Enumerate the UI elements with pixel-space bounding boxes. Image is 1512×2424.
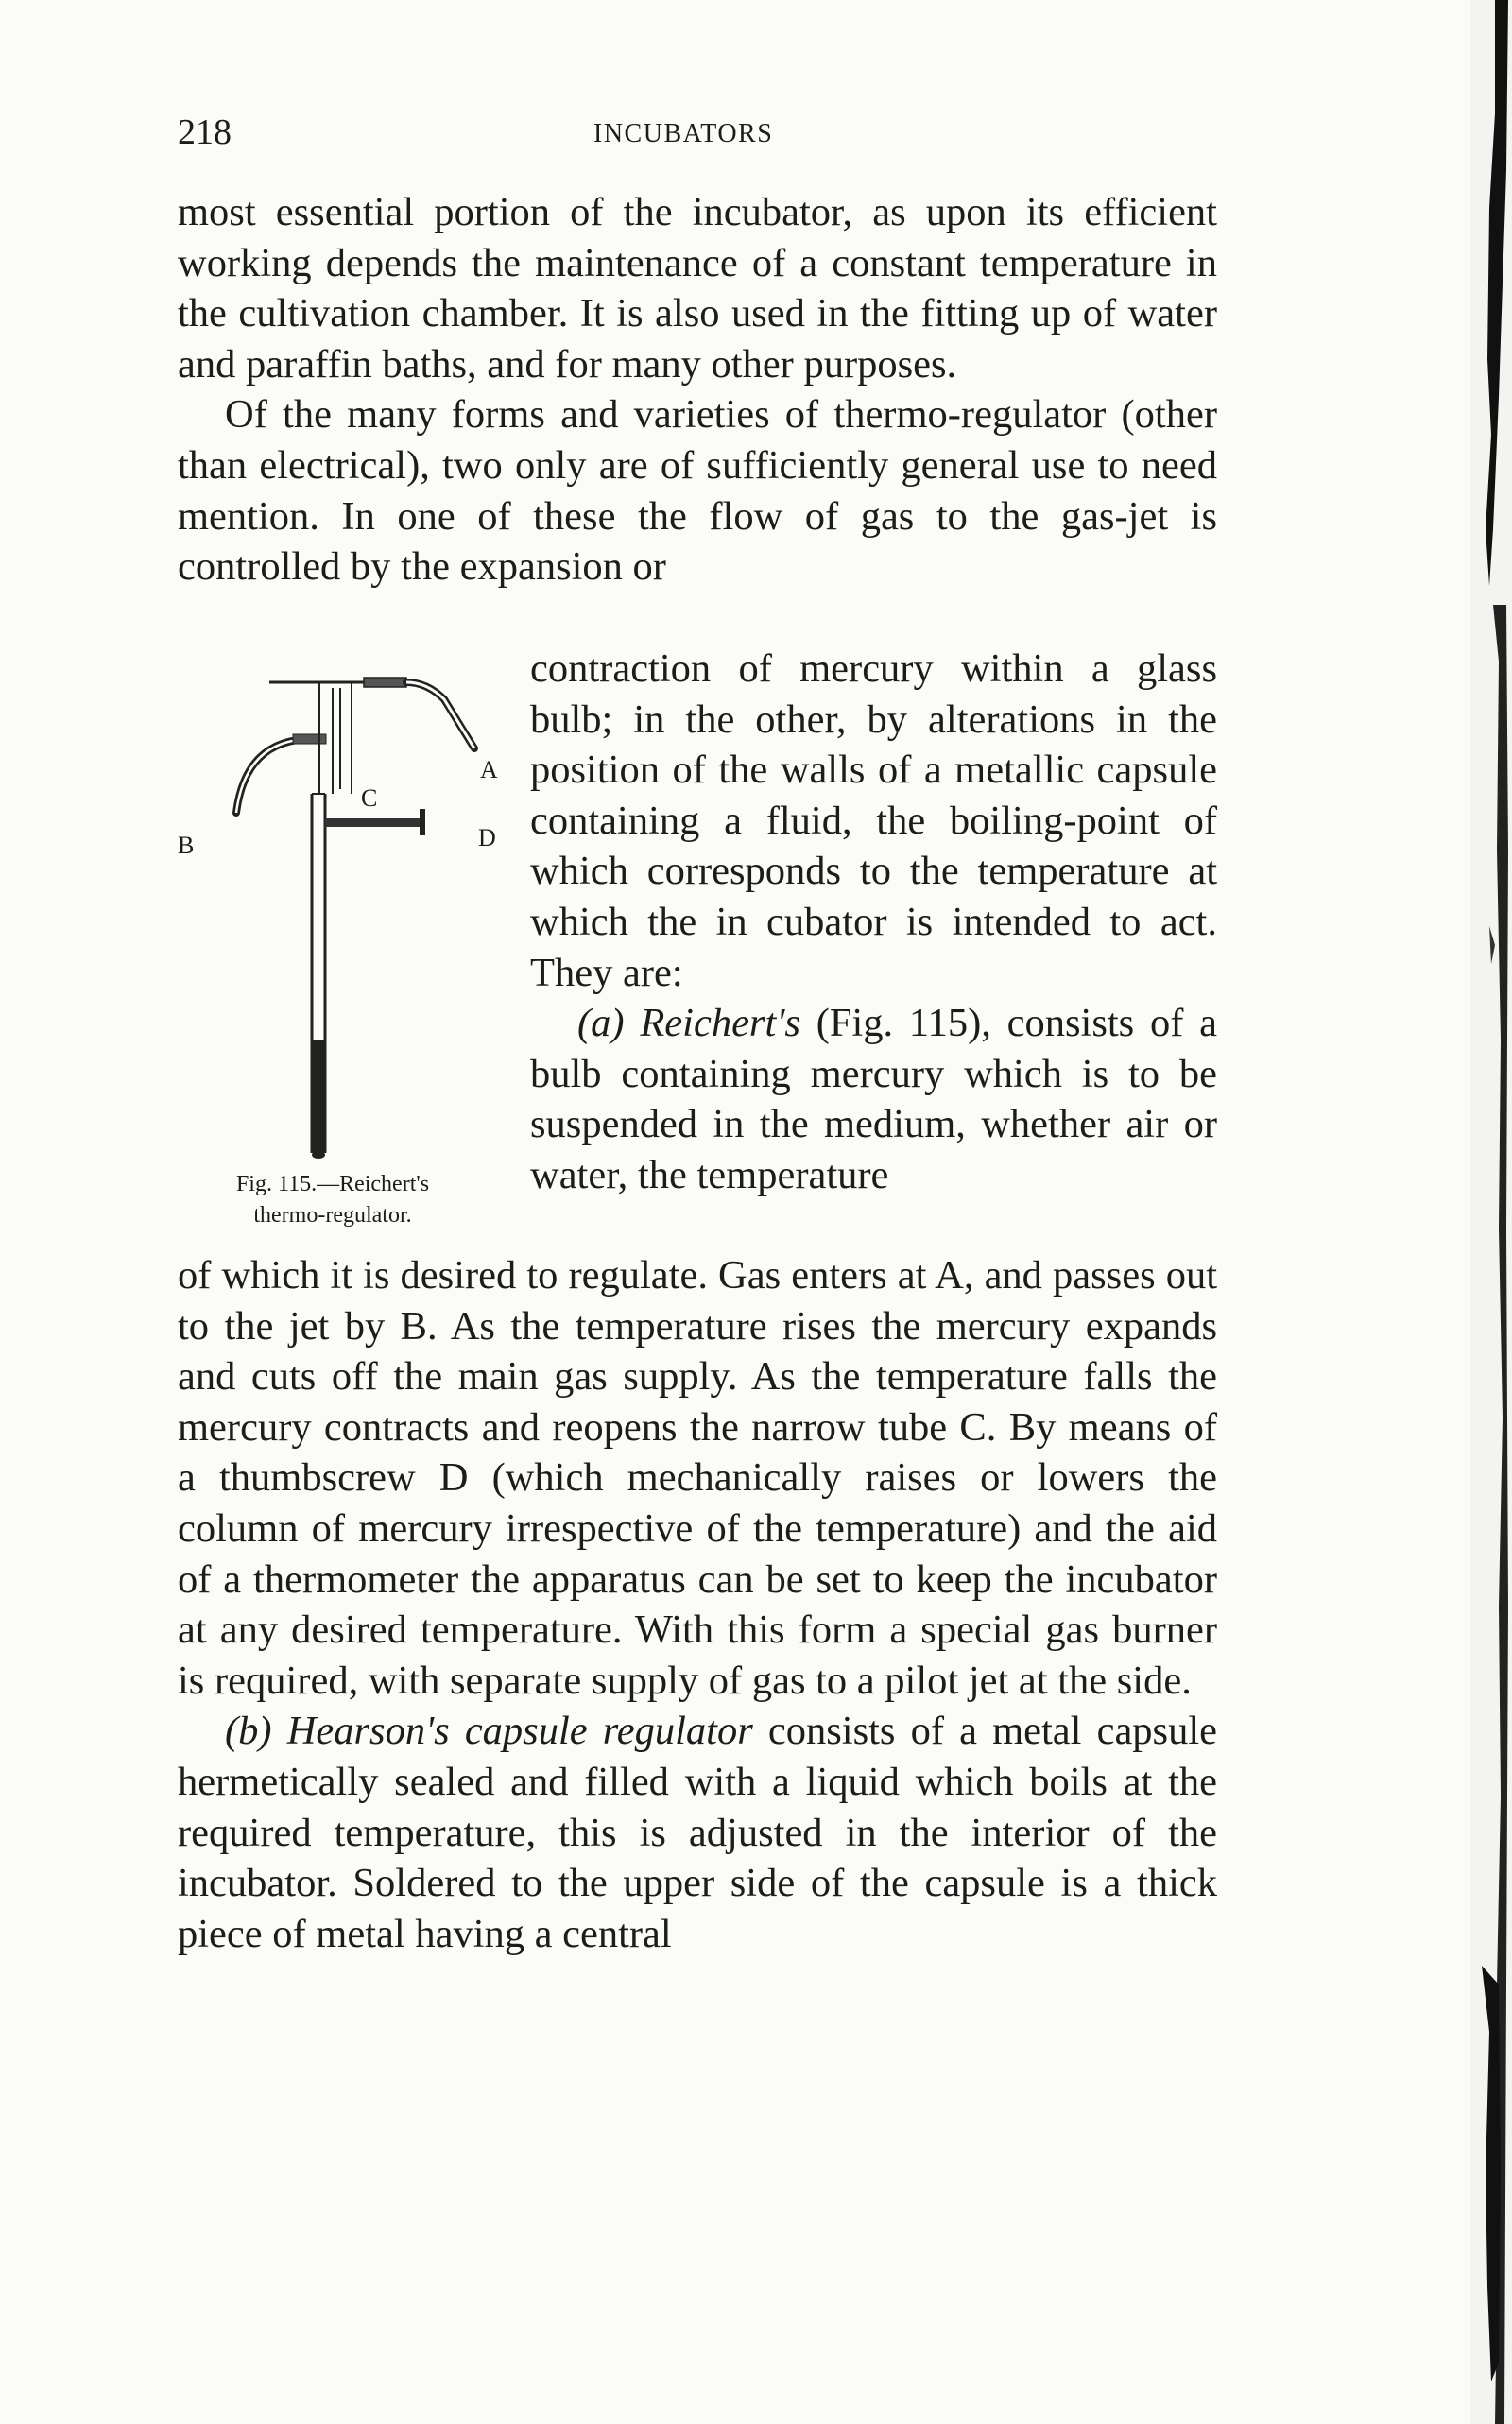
paragraph-intro: most essential portion of the incubator, as upon its efficient working depends the maintenance of a constant temperature in the cultivation chamber. It is also used in the fitting up of water and paraffin baths, and for many other purposes.	[178, 190, 1217, 387]
top-text	[178, 187, 1217, 593]
caption-subtitle: thermo-regulator.	[253, 1203, 412, 1228]
reichert-label: (a)	[577, 1001, 625, 1046]
label-c: C	[361, 784, 378, 812]
caption-title: Fig. 115.—Reichert's	[235, 1172, 430, 1196]
page-number: 218	[178, 112, 232, 152]
paragraph-continuation: contraction of mercury within a glass bulb; in the other, by alterations in the position of the walls of a metallic capsule containing a fluid, the boiling-point of which corresponds to the temperature at which the in cubator is intended to act. They are:	[530, 646, 1217, 995]
reichert-rest: (Fig. 115), consists of a bulb containing mercury which is to be suspended in the medium, whether air or water, the temperature	[530, 1001, 1218, 1197]
beside-figure-text	[530, 644, 1217, 1201]
paragraph-reichert-continued: of which it is desired to regulate. Gas enters at A, and passes out to the jet by B. As the temperature rises the mercury expands and cuts off the main gas supply. As the temperature falls the mercury contracts and reopens the narrow tube C. By means of a thumbscrew D (which mechanically raises or lowers the column of mercury irrespective of the temperature) and the aid of a thermometer the apparatus can be set to keep the incubator at any desired temperature. With this form a special gas burner is required, with separate supply of gas to a pilot jet at the side.	[178, 1253, 1217, 1703]
reichert-name: Reichert's	[640, 1001, 800, 1046]
binding-edge	[1433, 0, 1512, 2424]
bottom-text	[178, 1250, 1217, 1959]
running-head: INCUBATORS	[593, 119, 774, 148]
reichert-figure	[170, 662, 510, 1191]
label-b: B	[178, 832, 195, 859]
hearson-label: (b)	[225, 1709, 272, 1754]
hearson-name: Hearson's capsule regulator	[286, 1709, 753, 1754]
paragraph-forms: Of the many forms and varieties of thermo-regulator (other than electrical), two only are of sufficiently general use to need mention. In one of these the flow of gas to the gas-jet is controlled by the expansion or	[178, 392, 1217, 590]
paragraph-reichert	[530, 998, 1217, 1200]
label-a: A	[480, 756, 498, 783]
hearson-rest: consists of a metal capsule hermetically sealed and filled with a liquid which boils at the required temperature, this is adjusted in the interior of the incubator. Soldered to the upper side of the capsule is a thick piece of metal having a central	[178, 1709, 1218, 1956]
figure-caption	[163, 1169, 503, 1231]
paragraph-hearson	[178, 1706, 1217, 1959]
thermo-regulator-illustration	[170, 662, 510, 1191]
label-d: D	[478, 824, 496, 851]
